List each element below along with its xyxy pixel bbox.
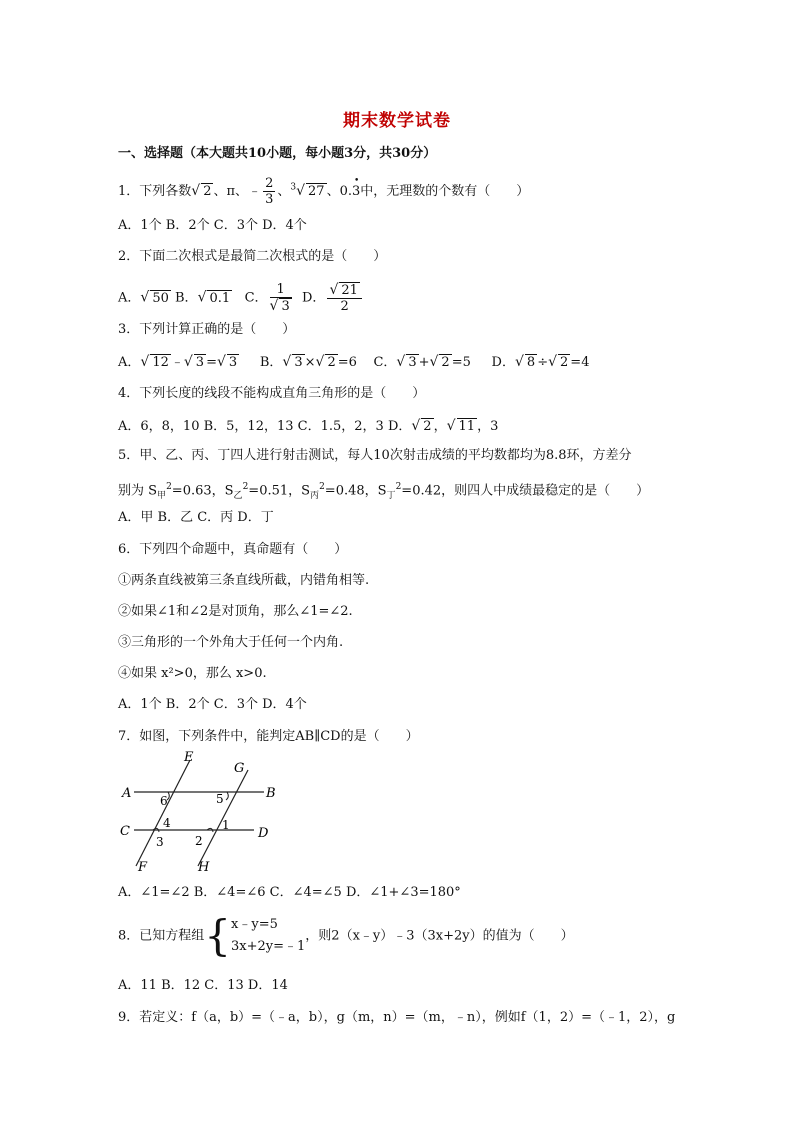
answer-options-5: A．甲 B．乙 C．丙 D．丁 [118, 510, 274, 525]
q1-sep-1: 、 [213, 184, 227, 199]
q5-sup-1: 2 [166, 482, 172, 492]
q1-cbrt: 27 [308, 184, 325, 199]
question-2: 2．下面二次根式是最简二次根式的是（ ） [118, 249, 387, 264]
question-4: 4．下列长度的线段不能构成直角三角形的是（ ） [118, 386, 426, 401]
a3-c2: 2 [441, 355, 450, 370]
a2-label-b: B． [175, 290, 198, 306]
q1-prefix: 1．下列各数 [118, 184, 192, 199]
section-heading: 一、选择题（本大题共10小题，每小题3分，共30分） [118, 146, 437, 161]
parallel-lines-figure [118, 748, 288, 876]
angle-label-2: 2 [195, 834, 203, 848]
question-8 [118, 911, 574, 960]
angle-arc [226, 792, 228, 800]
q5-t4: =0.42，则四人中成绩最稳定的是（ ） [401, 483, 650, 499]
proposition-item: ①两条直线被第三条直线所截，内错角相等. [118, 573, 370, 588]
a4-sqrt11: 11 [458, 419, 476, 434]
answer-options-6: A．1个 B．2个 C．3个 D．4个 [118, 697, 307, 712]
question-9: 9．若定义：f（a，b）=（﹣a，b），g（m，n）=（m，﹣n），例如f（1，2）=（﹣1，2），g [118, 1010, 676, 1025]
a2-frac-d-sqrt: 21 [341, 283, 358, 298]
a3-label-a: A． [118, 355, 141, 370]
a4-text: A．6，8，10 B．5，12，13 C．1.5，2，3 D． [118, 419, 412, 434]
a2-label-d: D． [302, 290, 326, 306]
a3-b2: 2 [327, 355, 336, 370]
q5-sub-2: 乙 [233, 490, 243, 501]
question-5-line-1: 5．甲、乙、丙、丁四人进行射击测试，每人10次射击成绩的平均数都均为8.8环，方差分 [118, 448, 632, 463]
q5-t3: =0.48，S [324, 483, 387, 499]
q1-pi: π [226, 184, 236, 199]
equation-system [231, 914, 305, 958]
a2-label-a: A． [118, 290, 141, 306]
q5-sub-1: 甲 [157, 490, 167, 501]
angle-label-5: 5 [216, 792, 224, 806]
a3-d1: 8 [526, 355, 536, 370]
a3-b1: 3 [294, 355, 303, 370]
q8-eq1: x﹣y=5 [231, 917, 278, 932]
question-1: 1．下列各数√ 2 、π、﹣ $\frac{2}{3}$ 、$^3$√ 27 、0.• 3中，无理数的个数有（ ） [118, 176, 529, 207]
answer-options-8: A．11 B．12 C．13 D．14 [118, 978, 288, 993]
q5-sub-4: 丁 [386, 490, 396, 501]
a2-frac-c [270, 282, 292, 314]
proposition-item: ②如果∠1和∠2是对顶角，那么∠1=∠2. [118, 604, 353, 619]
answer-options-4: A．6，8，10 B．5，12，13 C．1.5，2，3 D．√ 2 ，√ 11 ，3 [118, 418, 499, 434]
q1-frac-num: 2 [265, 176, 274, 191]
label-a: A [122, 786, 132, 801]
a4-comma: ， [433, 419, 447, 434]
a2-frac-d [327, 282, 361, 314]
a3-d-op: ÷ [537, 355, 549, 370]
q5-p1: 别为 S [118, 483, 158, 499]
q5-sub-3: 丙 [310, 490, 320, 501]
a3-label-d: D． [491, 355, 515, 370]
a3-label-c: C． [373, 355, 397, 370]
q1-decimal: 0. [339, 184, 352, 199]
brace-icon: { [204, 911, 232, 960]
a4-tail: ，3 [477, 419, 499, 434]
q8-suffix: ，则2（x﹣y）﹣3（3x+2y）的值为（ ） [305, 928, 574, 944]
question-5-line-2 [118, 477, 649, 506]
a2-frac-d-num: √ 21 [327, 282, 361, 299]
label-c: C [120, 824, 130, 839]
page-title: 期末数学试卷 [343, 111, 451, 131]
q5-t2: =0.51，S [248, 483, 311, 499]
a2-frac-d-den: 2 [340, 299, 349, 314]
q1-sep-4: 、 [326, 184, 340, 199]
q5-sup-3: 2 [319, 482, 325, 492]
a3-a3: 3 [228, 355, 238, 370]
a2-label-c: C． [244, 290, 268, 306]
proposition-item: ③三角形的一个外角大于任何一个内角. [118, 635, 344, 650]
a3-c-eq: =5 [451, 355, 471, 370]
q5-sup-4: 2 [395, 482, 402, 492]
a2-frac-c-den: √ 3 [269, 298, 290, 314]
q1-sep-2: 、 [235, 184, 249, 199]
label-d: D [258, 826, 269, 841]
a3-c1: 3 [408, 355, 417, 370]
answer-options-7: A．∠1=∠2 B．∠4=∠6 C．∠4=∠5 D．∠1+∠3=180° [118, 885, 461, 900]
question-7: 7．如图，下列条件中，能判定AB∥CD的是（ ） [118, 729, 419, 744]
label-f: F [138, 860, 148, 875]
label-b: B [266, 786, 276, 801]
q5-t1: =0.63，S [171, 483, 234, 499]
a3-a-eq: = [206, 355, 217, 370]
answer-options-2: A．√ 50 B．√ 0.1 C． $\frac{1}{√ 3}$ D． $\frac{√ 21}{2}$ [118, 282, 364, 314]
a3-a2: 3 [195, 355, 205, 370]
a3-a1: 12 [152, 355, 169, 370]
a2-sqrt-01: 0.1 [209, 290, 231, 306]
proposition-item: ④如果 x²>0，那么 x>0. [118, 666, 267, 681]
a3-label-b: B． [259, 355, 283, 370]
q1-fraction [263, 176, 275, 207]
a3-d-eq: =4 [570, 355, 590, 370]
a3-c-op: + [418, 355, 430, 370]
q1-repeating-digit: • 3 [352, 182, 360, 202]
q1-sep-3: 、 [277, 184, 291, 199]
q8-prefix: 8．已知方程组 [118, 928, 205, 944]
a3-d2: 2 [560, 355, 569, 370]
question-3: 3．下列计算正确的是（ ） [118, 322, 296, 337]
q1-sqrt2: 2 [203, 184, 212, 199]
q8-eq2: 3x+2y=﹣1 [231, 939, 306, 954]
angle-label-3: 3 [156, 835, 164, 849]
a4-sqrt2: 2 [423, 419, 432, 434]
a3-a-op: ﹣ [170, 355, 184, 370]
a3-b-eq: =6 [337, 355, 357, 370]
label-e: E [184, 750, 194, 765]
label-h: H [198, 860, 210, 875]
a3-b-op: × [304, 355, 316, 370]
answer-options-3: A．√ 12 ﹣√ 3 =√ 3 B．√ 3 ×√ 2 =6 C．√ 3 +√ 2 =5 D．√ 8 ÷√ 2 =4 [118, 354, 590, 370]
q1-suffix: 中，无理数的个数有（ ） [360, 184, 530, 199]
angle-label-1: 1 [222, 818, 230, 832]
a2-frac-c-num: 1 [270, 282, 292, 298]
q5-sup-2: 2 [242, 482, 249, 492]
a2-sqrt-50: 50 [152, 290, 169, 306]
q1-frac-den: 3 [265, 192, 274, 207]
line-ef [136, 760, 190, 866]
answer-options-1: A．1个 B．2个 C．3个 D．4个 [118, 218, 307, 233]
q1-cbrt-index: 3 [290, 182, 297, 193]
q1-neg: ﹣ [248, 184, 262, 199]
angle-label-6: 6 [160, 794, 168, 808]
label-g: G [234, 761, 245, 776]
angle-label-4: 4 [163, 816, 171, 830]
a2-frac-c-sqrt: 3 [281, 299, 290, 314]
question-6: 6．下列四个命题中，真命题有（ ） [118, 542, 348, 557]
